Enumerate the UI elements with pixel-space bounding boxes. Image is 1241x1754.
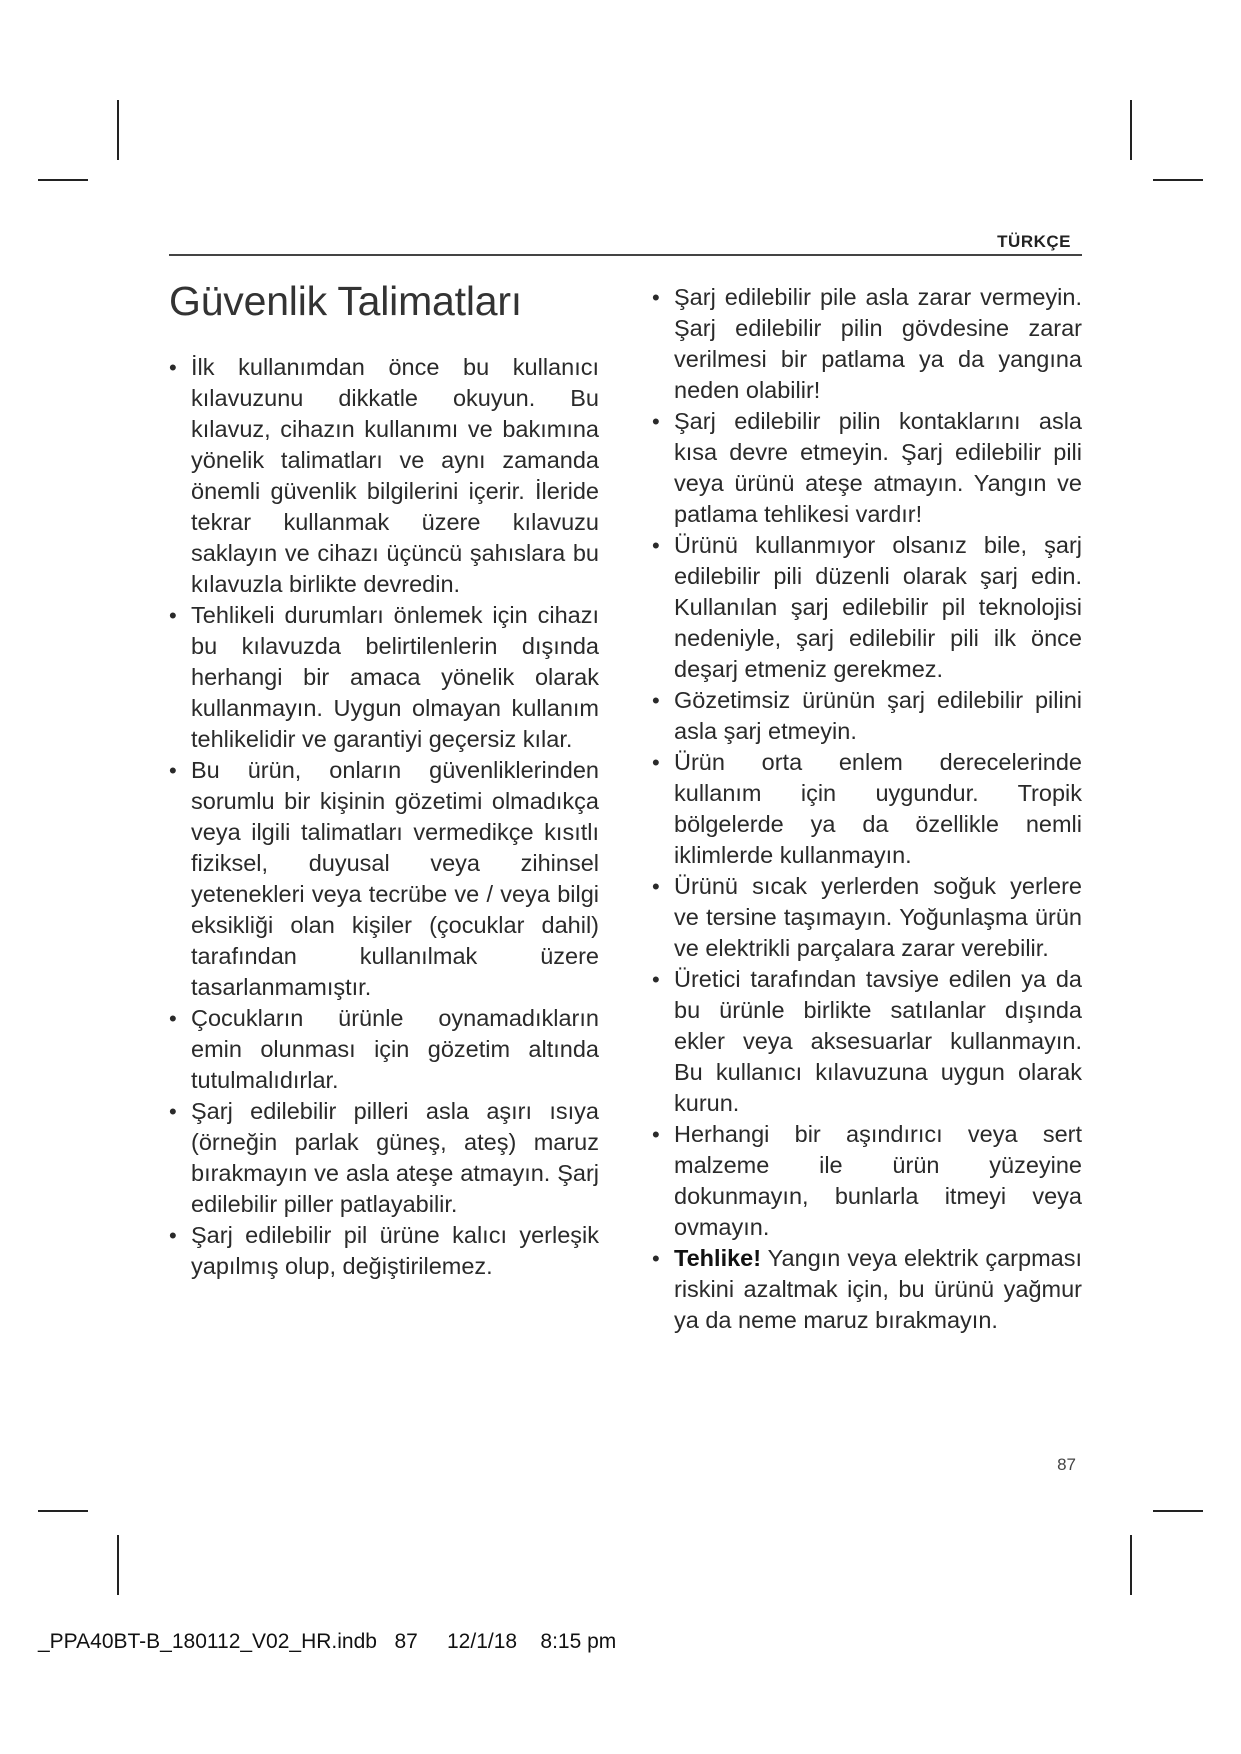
list-item: • Bu ürün, onların güvenliklerinden sorumlu bir kişinin gözetimi olmadıkça veya ilgili talimatları vermedikçe kısıtlı fiziksel, duyusal veya zihinsel yetenekleri veya tecrübe ve / veya bilgi eksikliği olan kişiler (çocuklar dahil) tarafından kullanılmak üzere tasarlanmamıştır. xyxy=(169,755,599,1003)
page-number: 87 xyxy=(1057,1455,1076,1474)
left-column xyxy=(169,352,599,1282)
page-title: Güvenlik Talimatları xyxy=(169,278,522,324)
right-column xyxy=(652,282,1082,1336)
header-rule xyxy=(169,254,1082,256)
list-item: • Çocukların ürünle oynamadıkların emin olunması için gözetim altında tutulmalıdırlar. xyxy=(169,1003,599,1096)
crop-mark xyxy=(38,1510,88,1512)
list-item: • Tehlikeli durumları önlemek için cihazı bu kılavuzda belirtilenlerin dışında herhangi bir amaca yönelik olarak kullanmayın. Uygun olmayan kullanım tehlikelidir ve garantiyi geçersiz kılar. xyxy=(169,600,599,755)
list-item: • Gözetimsiz ürünün şarj edilebilir pilini asla şarj etmeyin. xyxy=(652,685,1082,747)
list-item: • Şarj edilebilir pile asla zarar vermeyin. Şarj edilebilir pilin gövdesine zarar verilmesi bir patlama ya da yangına neden olabilir! xyxy=(652,282,1082,406)
crop-mark xyxy=(1130,1535,1132,1595)
crop-mark xyxy=(1153,179,1203,181)
print-footer: _PPA40BT-B_180112_V02_HR.indb 87 12/1/18 8:15 pm xyxy=(38,1630,617,1653)
list-item: • Herhangi bir aşındırıcı veya sert malzeme ile ürün yüzeyine dokunmayın, bunlarla itmeyi veya ovmayın. xyxy=(652,1119,1082,1243)
language-label: TÜRKÇE xyxy=(997,232,1071,251)
list-item: • Üretici tarafından tavsiye edilen ya da bu ürünle birlikte satılanlar dışında ekler veya aksesuarlar kullanmayın. Bu kullanıcı kılavuzuna uygun olarak kurun. xyxy=(652,964,1082,1119)
danger-label: Tehlike! xyxy=(674,1245,762,1271)
list-item: • Ürünü sıcak yerlerden soğuk yerlere ve tersine taşımayın. Yoğunlaşma ürün ve elektrikli parçalara zarar verebilir. xyxy=(652,871,1082,964)
list-item: • Ürün orta enlem derecelerinde kullanım için uygundur. Tropik bölgelerde ya da özellikle nemli iklimlerde kullanmayın. xyxy=(652,747,1082,871)
crop-mark xyxy=(1130,100,1132,160)
list-item: • Ürünü kullanmıyor olsanız bile, şarj edilebilir pili düzenli olarak şarj edin. Kullanılan şarj edilebilir pil teknolojisi nedeniyle, şarj edilebilir pili ilk önce deşarj etmeniz gerekmez. xyxy=(652,530,1082,685)
list-item: • Şarj edilebilir pilin kontaklarını asla kısa devre etmeyin. Şarj edilebilir pili veya ürünü ateşe atmayın. Yangın ve patlama tehlikesi vardır! xyxy=(652,406,1082,530)
list-item: • Şarj edilebilir pilleri asla aşırı ısıya (örneğin parlak güneş, ateş) maruz bırakmayın ve asla ateşe atmayın. Şarj edilebilir piller patlayabilir. xyxy=(169,1096,599,1220)
crop-mark xyxy=(1153,1510,1203,1512)
danger-item xyxy=(652,1243,1082,1336)
crop-mark xyxy=(38,179,88,181)
list-item: • Şarj edilebilir pil ürüne kalıcı yerleşik yapılmış olup, değiştirilemez. xyxy=(169,1220,599,1282)
list-item: • İlk kullanımdan önce bu kullanıcı kılavuzunu dikkatle okuyun. Bu kılavuz, cihazın kullanımı ve bakımına yönelik talimatları ve aynı zamanda önemli güvenlik bilgilerini içerir. İleride tekrar kullanmak üzere kılavuzu saklayın ve cihazı üçüncü şahıslara bu kılavuzla birlikte devredin. xyxy=(169,352,599,600)
danger-text: Yangın veya elektrik çarpması riskini azaltmak için, bu ürünü yağmur ya da neme maruz bırakmayın. xyxy=(674,1245,1082,1333)
crop-mark xyxy=(117,1535,119,1595)
crop-mark xyxy=(117,100,119,160)
